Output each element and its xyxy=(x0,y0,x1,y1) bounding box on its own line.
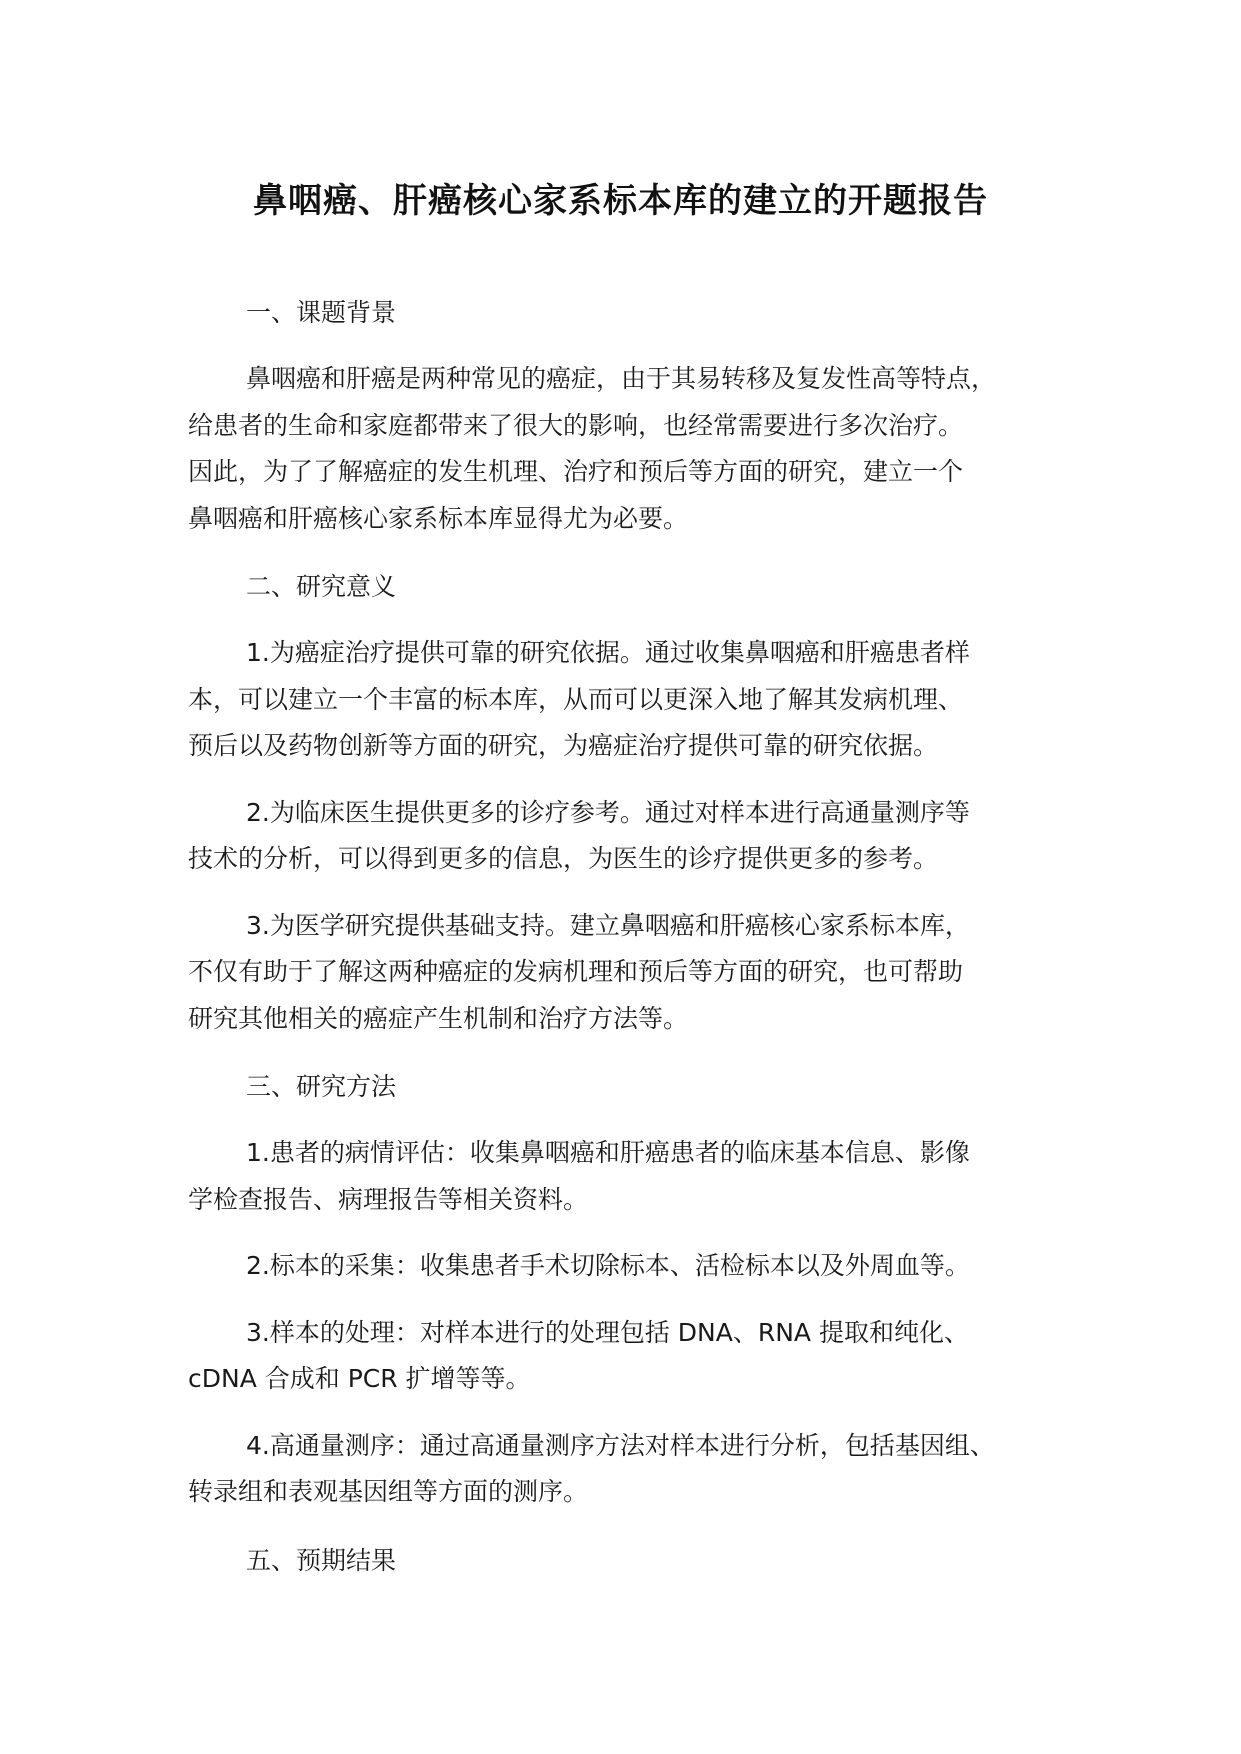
paragraph-line: 4.高通量测序：通过高通量测序方法对样本进行分析，包括基因组、 xyxy=(246,1430,995,1460)
paragraph-line: 鼻咽癌和肝癌核心家系标本库显得尤为必要。 xyxy=(188,503,689,533)
section-heading-expected-results: 五、预期结果 xyxy=(246,1545,397,1575)
paragraph-line: 3.样本的处理：对样本进行的处理包括 DNA、RNA 提取和纯化、 xyxy=(246,1317,969,1347)
paragraph-methods-1 xyxy=(188,1130,1088,1223)
paragraph-significance-2 xyxy=(188,790,1088,883)
paragraph-line: 不仅有助于了解这两种癌症的发病机理和预后等方面的研究，也可帮助 xyxy=(188,957,964,986)
paragraph-line: 技术的分析，可以得到更多的信息，为医生的诊疗提供更多的参考。 xyxy=(188,844,939,873)
paragraph-line: 1.为癌症治疗提供可靠的研究依据。通过收集鼻咽癌和肝癌患者样 xyxy=(246,638,970,667)
paragraph-significance-3 xyxy=(188,903,1088,1043)
paragraph-line: 因此，为了了解癌症的发生机理、治疗和预后等方面的研究，建立一个 xyxy=(188,457,964,486)
paragraph-methods-4 xyxy=(188,1423,1088,1516)
paragraph-line: 给患者的生命和家庭都带来了很大的影响，也经常需要进行多次治疗。 xyxy=(188,410,964,440)
paragraph-line: 本，可以建立一个丰富的标本库，从而可以更深入地了解其发病机理、 xyxy=(188,684,964,714)
paragraph-line: 研究其他相关的癌症产生机制和治疗方法等。 xyxy=(188,1003,689,1033)
paragraph-significance-1 xyxy=(188,630,1088,770)
paragraph-methods-2 xyxy=(188,1243,1088,1290)
section-heading-significance: 二、研究意义 xyxy=(246,572,397,601)
paragraph-line: 1.患者的病情评估：收集鼻咽癌和肝癌患者的临床基本信息、影像 xyxy=(246,1138,970,1167)
paragraph-methods-3 xyxy=(188,1310,1088,1403)
paragraph-line: 学检查报告、病理报告等相关资料。 xyxy=(188,1184,589,1214)
paragraph-line: cDNA 合成和 PCR 扩增等等。 xyxy=(188,1364,531,1393)
document-title: 鼻咽癌、肝癌核心家系标本库的建立的开题报告 xyxy=(253,181,988,221)
section-heading-background: 一、课题背景 xyxy=(246,298,397,327)
paragraph-line: 2.标本的采集：收集患者手术切除标本、活检标本以及外周血等。 xyxy=(246,1251,970,1280)
paragraph-line: 鼻咽癌和肝癌是两种常见的癌症，由于其易转移及复发性高等特点， xyxy=(246,364,997,393)
paragraph-line: 3.为医学研究提供基础支持。建立鼻咽癌和肝癌核心家系标本库， xyxy=(246,910,970,940)
paragraph-line: 2.为临床医生提供更多的诊疗参考。通过对样本进行高通量测序等 xyxy=(246,797,970,827)
document-body xyxy=(188,290,1088,1584)
paragraph-background xyxy=(188,356,1088,542)
section-heading-methods: 三、研究方法 xyxy=(246,1072,397,1101)
paragraph-line: 预后以及药物创新等方面的研究，为癌症治疗提供可靠的研究依据。 xyxy=(188,731,939,760)
paragraph-line: 转录组和表观基因组等方面的测序。 xyxy=(188,1477,589,1506)
